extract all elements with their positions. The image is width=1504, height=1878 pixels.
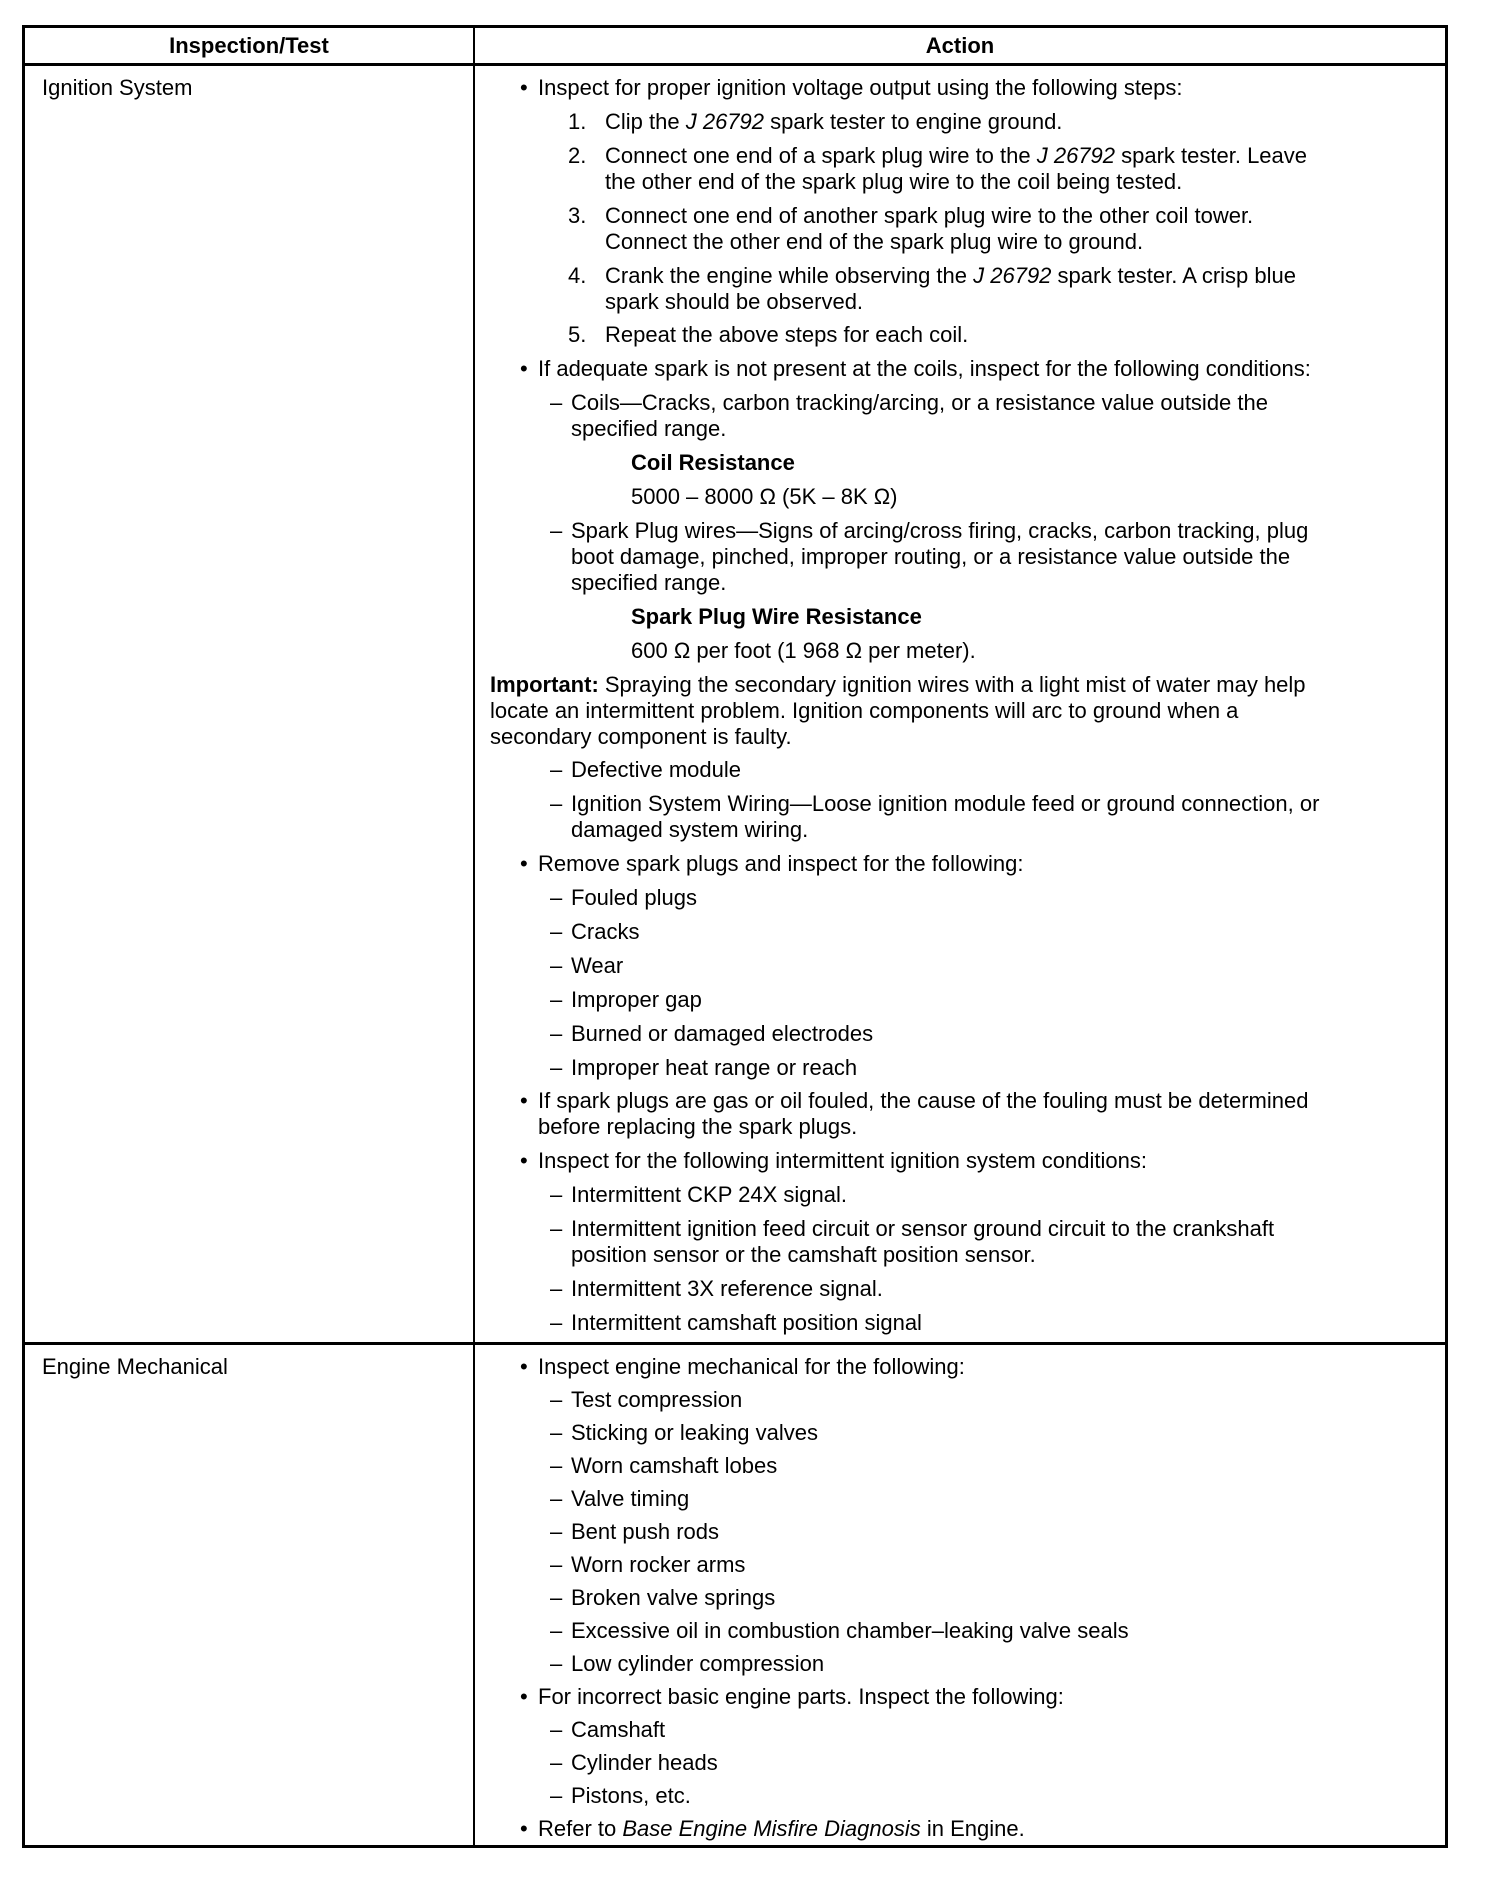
dash-item [476,953,1445,979]
dash-item [476,518,1445,596]
row-label: Ignition System [42,75,193,100]
dash-item [476,1750,1445,1776]
text: in Engine. [920,1816,1025,1841]
text: If adequate spark is not present at the coils, inspect for the following conditions: [538,356,1311,382]
step-item [476,109,1445,135]
inspection-table [22,25,1448,1848]
bullet-item [476,356,1445,382]
important-note [476,672,1445,750]
text: Test compression [571,1387,743,1412]
text: Bent push rods [571,1519,719,1544]
text: Repeat the above steps for each coil. [605,322,969,348]
text: Improper heat range or reach [571,1054,858,1080]
dash-icon: – [550,757,563,783]
text: Camshaft [571,1717,666,1742]
step-number: 1. [568,108,587,134]
text: 600 Ω per foot (1 968 Ω per meter). [631,637,976,663]
spec-line [476,604,1445,630]
bullet-icon: • [520,1816,528,1841]
bullet-item [476,1354,1445,1380]
text: Inspect engine mechanical for the following: [538,1354,965,1379]
dash-icon: – [550,1453,563,1478]
italic-reference: Base Engine Misfire Diagnosis [622,1816,921,1841]
text: Connect one end of a spark plug wire to the [605,142,1037,168]
text: Spark Plug wires—Signs of arcing/cross firing, cracks, carbon tracking, plug boot damage, pinched, improper routing, or a resistance value outside the specified range. [571,517,1309,595]
dash-icon: – [550,1020,563,1046]
dash-item [476,1585,1445,1611]
text: Refer to [538,1816,623,1841]
dash-item [476,1387,1445,1413]
dash-icon: – [550,1651,563,1676]
dash-item [476,1519,1445,1545]
dash-icon: – [550,791,563,817]
text: Worn camshaft lobes [571,1453,778,1478]
bold-text: Coil Resistance [631,450,795,476]
bullet-icon: • [520,1148,528,1174]
header-action: Action [925,33,995,58]
dash-icon: – [550,1216,563,1242]
dash-item [476,1216,1445,1268]
dash-icon: – [550,1552,563,1577]
dash-icon: – [550,1387,563,1412]
dash-icon: – [550,1618,563,1643]
bullet-icon: • [520,356,528,382]
bullet-item [476,1684,1445,1710]
text: Worn rocker arms [571,1552,746,1577]
dash-icon: – [550,1182,563,1208]
dash-item [476,1618,1445,1644]
text: Wear [571,952,624,978]
italic-reference: J 26792 [973,262,1052,288]
step-item [476,322,1445,348]
dash-item [476,987,1445,1013]
text: Fouled plugs [571,885,697,911]
spec-line [476,450,1445,476]
bullet-item [476,1148,1445,1174]
bold-text: Important: [490,671,599,697]
dash-item [476,1182,1445,1208]
dash-icon: – [550,919,563,945]
column-divider [473,28,475,1845]
text: Inspect for proper ignition voltage output using the following steps: [538,75,1183,100]
dash-item [476,1310,1445,1336]
text: Burned or damaged electrodes [571,1020,874,1046]
step-number: 5. [568,322,587,348]
step-number: 2. [568,142,587,168]
action-cell [476,1354,1445,1842]
step-item [476,143,1445,195]
dash-icon: – [550,517,563,543]
dash-item [476,757,1445,783]
italic-reference: J 26792 [1036,142,1116,168]
dash-icon: – [550,1054,563,1080]
dash-item [476,1783,1445,1809]
dash-icon: – [550,1585,563,1610]
dash-item [476,390,1445,442]
text: Intermittent 3X reference signal. [571,1276,883,1302]
bullet-item [476,851,1445,877]
text: Cylinder heads [571,1750,718,1775]
dash-item [476,1276,1445,1302]
dash-icon: – [550,1783,563,1808]
dash-item [476,1651,1445,1677]
dash-item [476,919,1445,945]
dash-icon: – [550,1276,563,1302]
dash-item [476,1717,1445,1743]
text: Sticking or leaking valves [571,1420,819,1445]
dash-icon: – [550,952,563,978]
dash-item [476,1453,1445,1479]
bullet-icon: • [520,75,528,100]
spec-line [476,638,1445,664]
text: Remove spark plugs and inspect for the following: [538,851,1024,877]
dash-item [476,791,1445,843]
text: Cracks [571,919,640,945]
dash-icon: – [550,1420,563,1445]
dash-item [476,1055,1445,1081]
text: spark tester. A crisp blue spark should be observed. [605,262,1296,314]
dash-icon: – [550,390,563,416]
bullet-item [476,75,1445,101]
text: For incorrect basic engine parts. Inspect the following: [538,1684,1064,1709]
text: Connect one end of another spark plug wire to the other coil tower. Connect the other end of the spark plug wire to ground. [605,202,1254,254]
dash-icon: – [550,1309,563,1335]
bullet-icon: • [520,851,528,877]
action-cell [476,75,1445,1336]
bold-text: Spark Plug Wire Resistance [631,603,922,629]
bullet-icon: • [520,1684,528,1709]
text: Clip the [605,108,686,134]
dash-icon: – [550,885,563,911]
bullet-icon: • [520,1354,528,1379]
text: Valve timing [571,1486,690,1511]
table-row-ignition-system [25,66,1445,1345]
text: Intermittent camshaft position signal [571,1309,922,1335]
text: Excessive oil in combustion chamber–leaking valve seals [571,1618,1129,1643]
bullet-icon: • [520,1088,528,1114]
italic-reference: J 26792 [685,108,765,134]
text: Improper gap [571,986,702,1012]
text: Low cylinder compression [571,1651,825,1676]
table-row-engine-mechanical [25,1345,1445,1845]
text: Intermittent ignition feed circuit or sensor ground circuit to the crankshaft position sensor or the camshaft position sensor. [571,1216,1275,1268]
text: Coils—Cracks, carbon tracking/arcing, or a resistance value outside the specified range. [571,390,1268,442]
dash-icon: – [550,1750,563,1775]
text: Defective module [571,757,741,783]
dash-icon: – [550,1717,563,1742]
row-label: Engine Mechanical [42,1354,228,1379]
text: Pistons, etc. [571,1783,691,1808]
dash-item [476,1486,1445,1512]
text: Broken valve springs [571,1585,776,1610]
step-number: 3. [568,202,587,228]
dash-item [476,1021,1445,1047]
text: 5000 – 8000 Ω (5K – 8K Ω) [631,484,898,510]
header-inspection-test: Inspection/Test [169,33,329,58]
dash-icon: – [550,1486,563,1511]
dash-item [476,885,1445,911]
text: Inspect for the following intermittent ignition system conditions: [538,1148,1147,1174]
step-item [476,263,1445,315]
text: Spraying the secondary ignition wires with a light mist of water may help locate an intermittent problem. Ignition components will arc to ground when a secondary component is faulty. [490,671,1306,749]
text: Intermittent CKP 24X signal. [571,1182,847,1208]
text: Crank the engine while observing the [605,262,974,288]
spec-line [476,484,1445,510]
text: spark tester to engine ground. [764,108,1063,134]
step-number: 4. [568,262,587,288]
dash-icon: – [550,1519,563,1544]
text: If spark plugs are gas or oil fouled, the cause of the fouling must be determined before replacing the spark plugs. [538,1088,1309,1140]
text: spark tester. Leave the other end of the spark plug wire to the coil being tested. [605,142,1308,194]
bullet-item [476,1816,1445,1842]
step-item [476,203,1445,255]
bullet-item [476,1088,1445,1140]
dash-item [476,1552,1445,1578]
text: Ignition System Wiring—Loose ignition module feed or ground connection, or damaged system wiring. [571,791,1320,843]
dash-item [476,1420,1445,1446]
dash-icon: – [550,986,563,1012]
